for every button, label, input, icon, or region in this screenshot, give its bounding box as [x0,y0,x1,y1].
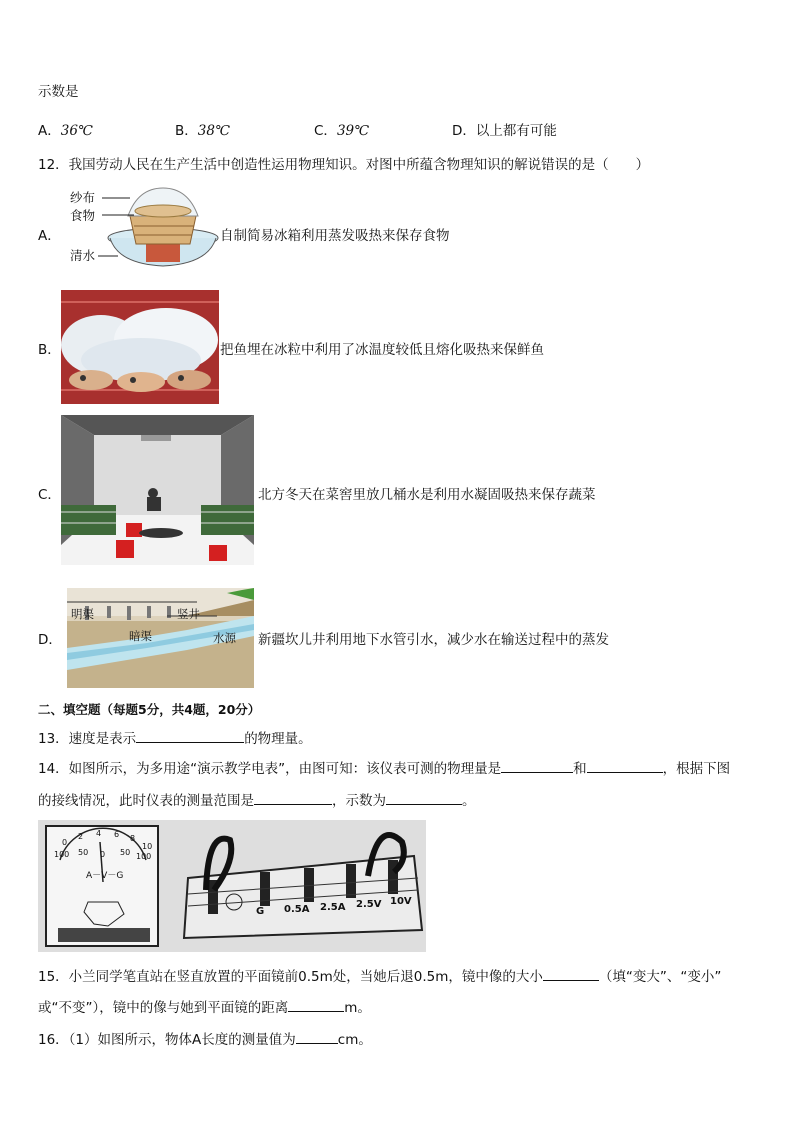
q12-option-d-text: 新疆坎儿井利用地下水管引水，减少水在输送过程中的蒸发 [258,632,609,648]
terminal-10v: 10V [390,896,412,907]
karez-figure [67,588,254,688]
q14-line1: 14．如图所示，为多用途“演示教学电表”，由图可知：该仪表可测的物理量是 和 ，根据下图 [38,758,730,779]
label-open-channel: 明渠 [71,607,94,621]
q12-option-c-text: 北方冬天在菜窖里放几桶水是利用水凝固吸热来保存蔬菜 [258,487,596,503]
scale-bottom-50-left: 50 [78,848,89,857]
scale-bottom-50-right: 50 [120,848,131,857]
scale-bottom-100-right: 100 [136,852,152,861]
q11-option-b: B．38℃ [175,123,231,139]
q15-blank-1[interactable] [543,966,599,981]
cellar-figure [61,415,254,565]
label-food: 食物 [70,208,96,223]
label-water-source: 水源 [213,631,236,645]
q12-option-a-letter: A． [38,228,61,244]
label-water: 清水 [70,248,96,263]
terminal-2-5a: 2.5A [320,902,346,913]
scale-top-0: 0 [62,838,68,847]
q14-line2: 的接线情况，此时仪表的测量范围是 ，示数为 。 [38,790,476,811]
terminal-g: G [256,906,265,917]
scale-bottom-100-left: 100 [54,850,70,859]
fridge-figure [68,186,220,272]
label-underground-channel: 暗渠 [129,629,152,643]
q12-option-c-letter: C． [38,487,61,503]
q14-blank-3[interactable] [254,790,332,805]
q11-tail: 示数是 [38,84,79,100]
terminal-2-5v: 2.5V [356,899,382,910]
q11-option-c: C．39℃ [314,123,370,139]
meter-avg-label: A－V－G [86,871,124,881]
section2-title: 二、填空题（每题5分，共4题，20分） [38,702,261,717]
q14-blank-4[interactable] [386,790,462,805]
q12-option-b-letter: B． [38,342,61,358]
scale-top-4: 4 [96,829,102,838]
scale-bottom-0: 0 [100,850,106,859]
scale-top-10: 10 [142,842,153,851]
scale-top-8: 8 [130,834,136,843]
terminal-0-5a: 0.5A [284,904,310,915]
label-vertical-shaft: 竖井 [177,607,200,621]
scale-top-6: 6 [114,830,120,839]
q14-blank-2[interactable] [587,758,663,773]
scale-top-2: 2 [78,832,84,841]
label-gauze: 纱布 [70,190,96,205]
q13-line: 13．速度是表示 的物理量。 [38,728,312,749]
q15-line2: 或“不变”），镜中的像与她到平面镜的距离 m。 [38,997,371,1018]
q11-option-a: A．36℃ [38,123,94,139]
q14-blank-1[interactable] [501,758,573,773]
q12-option-b-text: 把鱼埋在冰粒中利用了冰温度较低且熔化吸热来保鲜鱼 [220,342,544,358]
q13-blank[interactable] [136,728,244,743]
q12-stem: 12．我国劳动人民在生产生活中创造性运用物理知识。对图中所蕴含物理知识的解说错误的是（ ） [38,157,650,173]
q11-option-d: D．以上都有可能 [452,123,557,139]
demonstration-meter-figure [38,820,426,952]
q16-line: 16．（1）如图所示，物体A长度的测量值为 cm。 [38,1029,372,1050]
q16-blank[interactable] [296,1029,338,1044]
fish-in-ice-photo [61,290,219,404]
q12-option-a-text: 自制简易冰箱利用蒸发吸热来保存食物 [220,228,450,244]
q15-blank-2[interactable] [288,997,344,1012]
q12-option-d-letter: D． [38,632,62,648]
q15-line1: 15．小兰同学笔直站在竖直放置的平面镜前0.5m处，当她后退0.5m，镜中像的大小 （填“变大”、“变小” [38,966,721,987]
